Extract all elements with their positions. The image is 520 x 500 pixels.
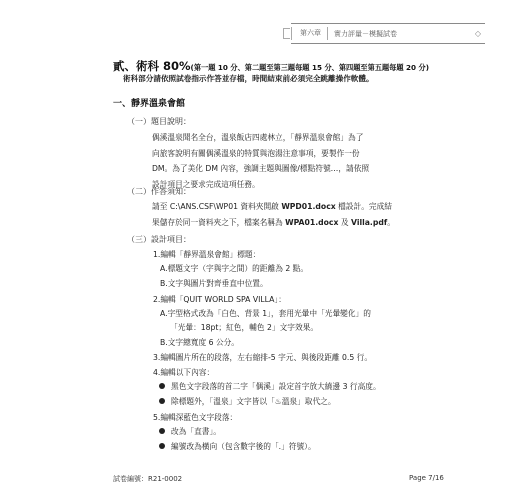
design-item-1b: B.文字與圖片對齊垂直中位置。 [160,279,268,288]
bullet-icon [159,428,165,434]
design-item-2a: A.字型格式改為「白色、背景 1」，套用光暈中「光暈變化」的 [160,309,371,318]
page-header [291,23,485,44]
design-item-4-bullet-1: 黑色文字段落的首二字「偶溪」設定首字放大繞邊 3 行高度。 [159,381,381,392]
design-item-3: 3.編輯圖片所在的段落，左右縮排-5 字元、與後段距離 0.5 行。 [153,353,373,362]
design-item-1: 1.編輯「靜界溫泉會館」標題： [153,250,261,259]
design-item-5: 5.編輯深藍色文字段落： [153,413,238,422]
design-item-1a: A.標題文字（字與字之間）的距離為 2 點。 [160,264,309,273]
question-heading: 一、靜界溫泉會館 [113,99,186,109]
bullet-icon [159,443,165,449]
part-title-note: (第一題 10 分、第二題至第三題每題 15 分、第四題至第五題每題 20 分) [190,63,429,72]
exam-code: 試卷編號：R21-0002 [113,475,183,483]
page-number: Page 7/16 [409,474,444,482]
part-title: 貳、術科 80%(第一題 10 分、第二題至第三題每題 15 分、第四題至第五題每題 20 分) [113,59,429,73]
header-chapter: 第六章 [291,27,328,40]
header-bracket [283,28,290,39]
section-2-body: 請至 C:\ANS.CSF\WP01 資料夾開啟 WPD01.docx 檔設計。完成結 果儲存於同一資料夾之下，檔案名稱為 WPA01.docx 及 Villa.pdf。 [152,202,395,227]
section-3-label: （三）設計項目： [127,235,191,244]
design-item-2b: B.文字總寬度 6 公分。 [160,338,239,347]
bullet-icon [159,383,165,389]
section-1-body: 偶溪溫泉聞名全台，溫泉飯店四處林立，「靜界溫泉會館」為了 向旅客說明有關偶溪溫泉的特質與泡湯注意事項，要製作一份 DM。為了美化 DM 內容，強調主題與圖像/標點符號…，請依照 設計項目之要求完成這項任務。 [152,133,370,189]
design-item-5-bullet-2: 編號改為橫向（包含數字後的「.」符號）。 [159,441,316,452]
bullet-icon [159,398,165,404]
section-1-label: （一）題目說明： [127,117,191,126]
design-item-4: 4.編輯以下內容： [153,368,215,377]
design-item-2a-cont: 「光暈：18pt；紅色，輔色 2」文字效果。 [170,323,319,332]
header-section: 實力評量－模擬試卷 [334,29,397,38]
design-item-4-bullet-2: 除標題外，「溫泉」文字皆以「♨溫泉」取代之。 [159,396,336,407]
part-instruction: 術科部分請依照試卷指示作答並存檔，時間結束前必須完全跳離操作軟體。 [123,74,374,83]
design-item-2: 2.編輯「QUIT WORLD SPA VILLA」： [153,295,286,304]
diamond-icon: ◇ [474,29,482,38]
design-item-5-bullet-1: 改為「直書」。 [159,426,221,437]
section-2-label: （二）作答須知： [127,187,191,196]
hot-spring-icon: ♨ [274,397,282,406]
